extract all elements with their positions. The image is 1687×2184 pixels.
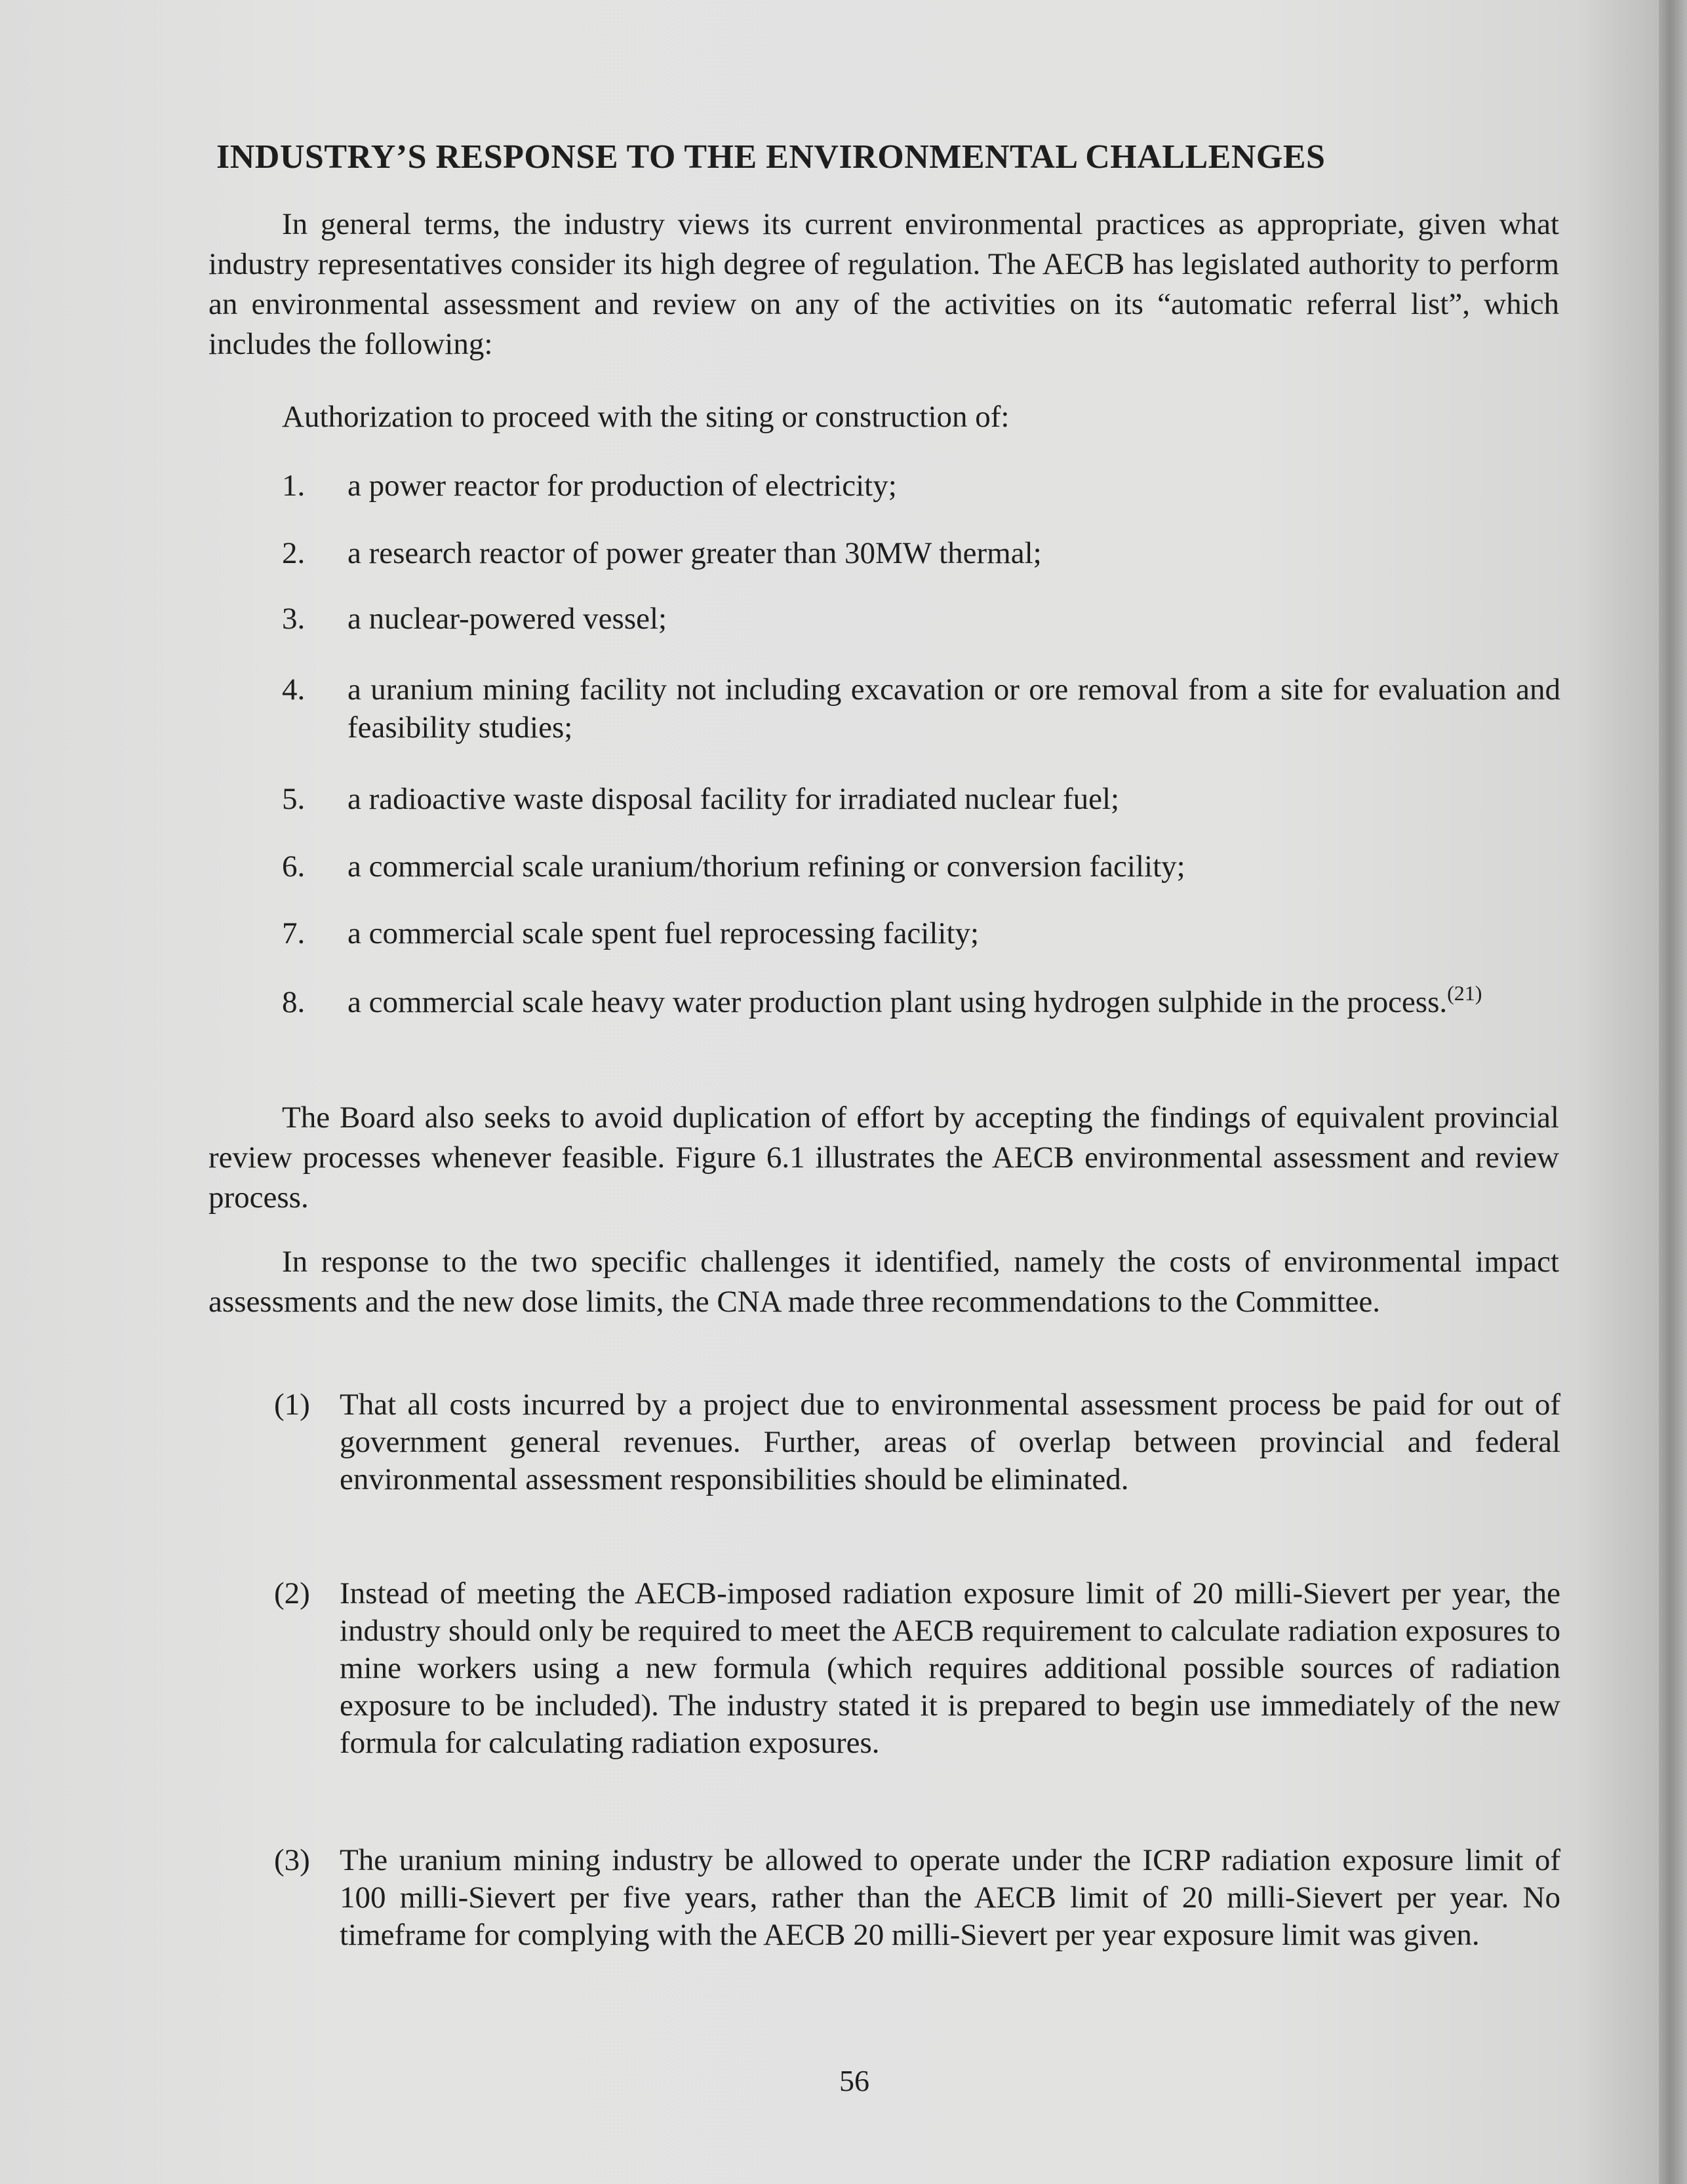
section-heading: INDUSTRY’S RESPONSE TO THE ENVIRONMENTAL CHALLENGES <box>216 138 1326 176</box>
list-item-text: a commercial scale spent fuel reprocessing facility; <box>347 916 980 950</box>
list-item <box>282 983 1560 1021</box>
recommendation-text: The uranium mining industry be allowed to operate under the ICRP radiation exposure limit of 100 milli-Sievert per five years, rather than the AECB limit of 20 milli-Sievert per year. No timeframe for complying with the AECB 20 milli-Sievert per year exposure limit was given. <box>340 1843 1560 1952</box>
list-item-text-body: a commercial scale heavy water production plant using hydrogen sulphide in the process. <box>347 985 1448 1019</box>
list-item-text: a nuclear-powered vessel; <box>347 602 667 636</box>
recommendation-text: Instead of meeting the AECB-imposed radiation exposure limit of 20 milli-Sievert per year, the industry should only be required to meet the AECB requirement to calculate radiation exposures to mine workers using a new formula (which requires additional possible sources of radiation exposure to be included). The industry stated it is prepared to begin use immediately of the new formula for calculating radiation exposures. <box>340 1576 1560 1760</box>
page-binding-edge <box>1659 0 1687 2184</box>
list-item-number: 8. <box>282 985 306 1019</box>
recommendation-number: (2) <box>274 1576 310 1610</box>
list-item-number: 4. <box>282 673 306 707</box>
list-item-text: a commercial scale uranium/thorium refining or conversion facility; <box>347 849 1185 884</box>
list-item-text <box>347 983 1560 1021</box>
list-item-number: 2. <box>282 536 306 570</box>
recommendation-item <box>274 1842 1560 1954</box>
list-item-text: a radioactive waste disposal facility for irradiated nuclear fuel; <box>347 782 1120 816</box>
recommendation-text: That all costs incurred by a project due to environmental assessment process be paid for out of government general revenues. Further, areas of overlap between provincial and federal environmental assessment responsibilities should be eliminated. <box>340 1388 1560 1496</box>
list-item <box>282 914 1560 952</box>
recommendation-number: (1) <box>274 1388 310 1422</box>
list-item <box>282 848 1560 886</box>
page-number: 56 <box>839 2064 869 2097</box>
recommendation-item <box>274 1386 1560 1498</box>
list-item <box>282 534 1560 572</box>
footnote-reference: (21) <box>1447 981 1482 1005</box>
intro-paragraph: In general terms, the industry views its current environmental practices as appropriate, given what industry representatives consider its high degree of regulation. The AECB has legislated authority to perform an environmental assessment and review on any of the activities on its “automatic referral list”, which includes the following: <box>208 207 1559 361</box>
list-item <box>282 600 1560 638</box>
list-item-number: 3. <box>282 602 306 636</box>
list-item-number: 5. <box>282 782 306 816</box>
list-item-number: 1. <box>282 469 306 503</box>
board-paragraph: The Board also seeks to avoid duplication of effort by accepting the findings of equivalent provincial review processes whenever feasible. Figure 6.1 illustrates the AECB environmental assessment and review process. <box>208 1101 1559 1215</box>
list-item-text: a uranium mining facility not including excavation or ore removal from a site for evaluation and feasibility studies; <box>347 673 1560 745</box>
list-item-text: a power reactor for production of electricity; <box>347 469 897 503</box>
recommendation-number: (3) <box>274 1843 310 1877</box>
authorization-intro: Authorization to proceed with the siting or construction of: <box>282 400 1010 434</box>
recommendation-item <box>274 1575 1560 1762</box>
list-item <box>282 780 1560 818</box>
list-item-text: a research reactor of power greater than 30MW thermal; <box>347 536 1042 570</box>
list-item-number: 6. <box>282 849 306 884</box>
list-item <box>282 671 1560 747</box>
response-paragraph: In response to the two specific challenges it identified, namely the costs of environmental impact assessments and the new dose limits, the CNA made three recommendations to the Committee. <box>208 1245 1559 1319</box>
list-item-number: 7. <box>282 916 306 950</box>
list-item <box>282 467 1560 505</box>
